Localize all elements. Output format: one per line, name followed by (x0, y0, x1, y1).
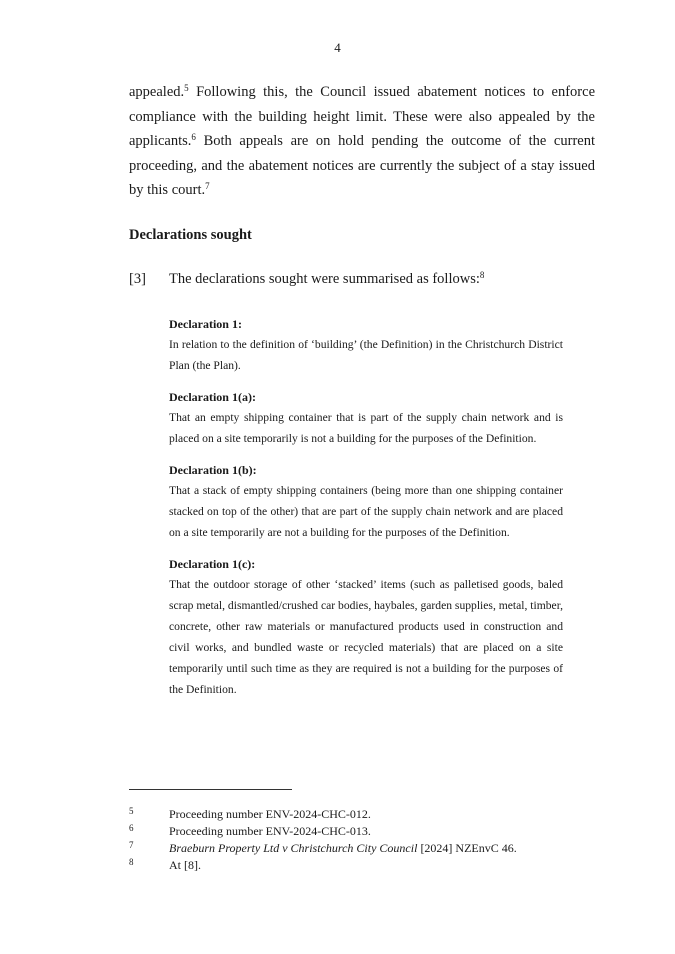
intro-paragraph (129, 80, 595, 203)
declaration-1c (169, 556, 563, 700)
declaration-title: Declaration 1: (169, 317, 242, 331)
declaration-title: Declaration 1(b): (169, 463, 257, 477)
declarations-block (169, 316, 563, 713)
case-name: Braeburn Property Ltd v Christchurch City Council (169, 841, 418, 855)
declaration-1 (169, 316, 563, 376)
declaration-1a (169, 389, 563, 449)
footnote-ref-5[interactable]: 5 (184, 83, 189, 93)
declaration-1b (169, 462, 563, 543)
footnote-number: 6 (129, 823, 134, 833)
footnote-text: Proceeding number ENV-2024-CHC-012. (169, 807, 371, 821)
footnote-8 (129, 857, 595, 874)
footnote-text: Proceeding number ENV-2024-CHC-013. (169, 824, 371, 838)
footnote-text (169, 840, 517, 857)
footnote-ref-8[interactable]: 8 (479, 270, 485, 280)
footnote-number: 7 (129, 840, 134, 850)
paragraph-text (169, 271, 484, 288)
intro-text-3: Both appeals are on hold pending the outcome of the current proceeding, and the abatement notices are currently the subject of a stay issued by this court. (129, 133, 595, 199)
section-heading: Declarations sought (129, 227, 252, 243)
declaration-body: That a stack of empty shipping containers (being more than one shipping container stacked on top of the other) that are part of the supply chain network and are placed on a site temporarily are not a building for the purposes of the Definition. (169, 484, 563, 539)
footnote-number: 5 (129, 806, 134, 816)
intro-text-1: appealed. (129, 84, 185, 100)
case-citation: [2024] NZEnvC 46. (417, 841, 517, 855)
footnotes (129, 806, 595, 874)
declaration-title: Declaration 1(a): (169, 390, 256, 404)
footnote-ref-6[interactable]: 6 (191, 132, 196, 143)
paragraph-number: [3] (129, 271, 146, 287)
declaration-body: That the outdoor storage of other ‘stacked’ items (such as palletised goods, baled scrap metal, dismantled/crushed car bodies, haybales, garden supplies, metal, timber, concrete, other raw materials or manufactured products used in construction and civil works, and bundled waste or recycled materials) that are placed on a site temporarily until such time as they are required is not a building for the purposes of the Definition. (169, 578, 563, 696)
footnote-separator (129, 789, 292, 790)
footnote-5 (129, 806, 595, 823)
declaration-title: Declaration 1(c): (169, 557, 256, 571)
footnote-number: 8 (129, 857, 134, 867)
declaration-body: That an empty shipping container that is part of the supply chain network and is placed on a site temporarily is not a building for the purposes of the Definition. (169, 411, 563, 445)
intro-text-2: Following this, the Council issued abatement notices to enforce compliance with the building height limit. These were also appealed by the applicants. (129, 84, 595, 150)
footnote-text: At [8]. (169, 858, 201, 872)
page-number: 4 (334, 40, 341, 55)
footnote-7 (129, 840, 595, 857)
footnote-ref-7[interactable]: 7 (205, 181, 210, 192)
declaration-body: In relation to the definition of ‘building’ (the Definition) in the Christchurch District Plan (the Plan). (169, 338, 563, 372)
paragraph-body: The declarations sought were summarised as follows: (169, 271, 480, 287)
footnote-6 (129, 823, 595, 840)
